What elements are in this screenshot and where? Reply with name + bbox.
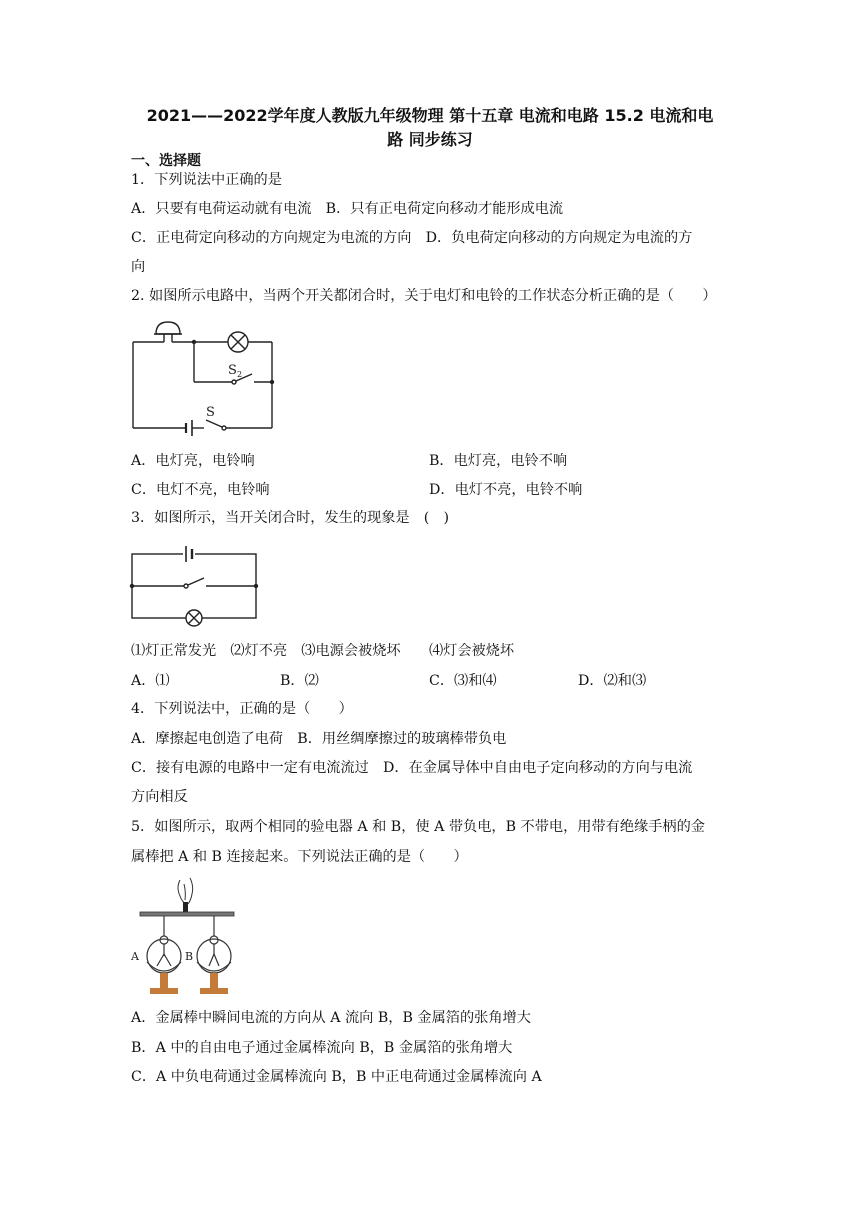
q5-stem-line-2: 属棒把 A 和 B 连接起来。下列说法正确的是（ ） (131, 849, 468, 865)
q2-option-c: C．电灯不亮，电铃响 (131, 482, 270, 498)
q2-label-s2-subscript: 2 (237, 370, 243, 379)
q5-option-c: C．A 中负电荷通过金属棒流向 B，B 中正电荷通过金属棒流向 A (131, 1069, 542, 1085)
q5-option-b: B．A 中的自由电子通过金属棒流向 B，B 金属箔的张角增大 (131, 1040, 513, 1056)
title-line-2: 路 同步练习 (387, 130, 473, 149)
q5-stem-line-1: 5．如图所示，取两个相同的验电器 A 和 B，使 A 带负电，B 不带电，用带有绝缘手柄的金 (131, 819, 705, 835)
q4-options-ab: A．摩擦起电创造了电荷 B．用丝绸摩擦过的玻璃棒带负电 (131, 731, 507, 747)
q2-option-d: D．电灯不亮，电铃不响 (429, 482, 583, 498)
q1-options-cd: C．正电荷定向移动的方向规定为电流的方向 D．负电荷定向移动的方向规定为电流的方 (131, 230, 693, 246)
q4-options-cd-continued: 方向相反 (131, 789, 188, 805)
q3-option-b: B．⑵ (280, 673, 319, 689)
q1-options-cd-continued: 向 (131, 259, 146, 275)
q3-circuit-diagram (128, 540, 262, 630)
q2-stem: 2. 如图所示电路中，当两个开关都闭合时，关于电灯和电铃的工作状态分析正确的是（ ） (131, 288, 717, 304)
q2-label-s2: S (228, 363, 237, 378)
q5-label-b: B (185, 950, 194, 963)
q3-stem: 3．如图所示，当开关闭合时，发生的现象是 ( ) (131, 510, 450, 526)
q5-electroscope-figure (128, 876, 240, 998)
q3-option-c: C．⑶和⑷ (429, 673, 497, 689)
q2-option-b: B．电灯亮，电铃不响 (429, 453, 568, 469)
section-heading: 一、选择题 (131, 153, 201, 169)
q4-options-cd: C．接有电源的电路中一定有电流流过 D．在金属导体中自由电子定向移动的方向与电流 (131, 760, 693, 776)
q1-stem: 1．下列说法中正确的是 (131, 172, 282, 188)
title-line-1: 2021——2022学年度人教版九年级物理 第十五章 电流和电路 15.2 电流和电 (146, 106, 714, 125)
q2-option-a: A．电灯亮，电铃响 (131, 453, 255, 469)
q5-label-a: A (131, 950, 139, 963)
q4-stem: 4．下列说法中，正确的是（ ） (131, 701, 353, 717)
q3-phenomena-list: ⑴灯正常发光 ⑵灯不亮 ⑶电源会被烧坏 ⑷灯会被烧坏 (131, 643, 515, 659)
q2-circuit-diagram (128, 316, 288, 442)
page-title (120, 104, 740, 152)
q1-options-ab: A．只要有电荷运动就有电流 B．只有正电荷定向移动才能形成电流 (131, 201, 564, 217)
q3-option-a: A．⑴ (131, 673, 170, 689)
q2-label-s: S (206, 405, 215, 420)
q3-option-d: D．⑵和⑶ (578, 673, 647, 689)
q5-option-a: A．金属棒中瞬间电流的方向从 A 流向 B，B 金属箔的张角增大 (131, 1010, 531, 1026)
